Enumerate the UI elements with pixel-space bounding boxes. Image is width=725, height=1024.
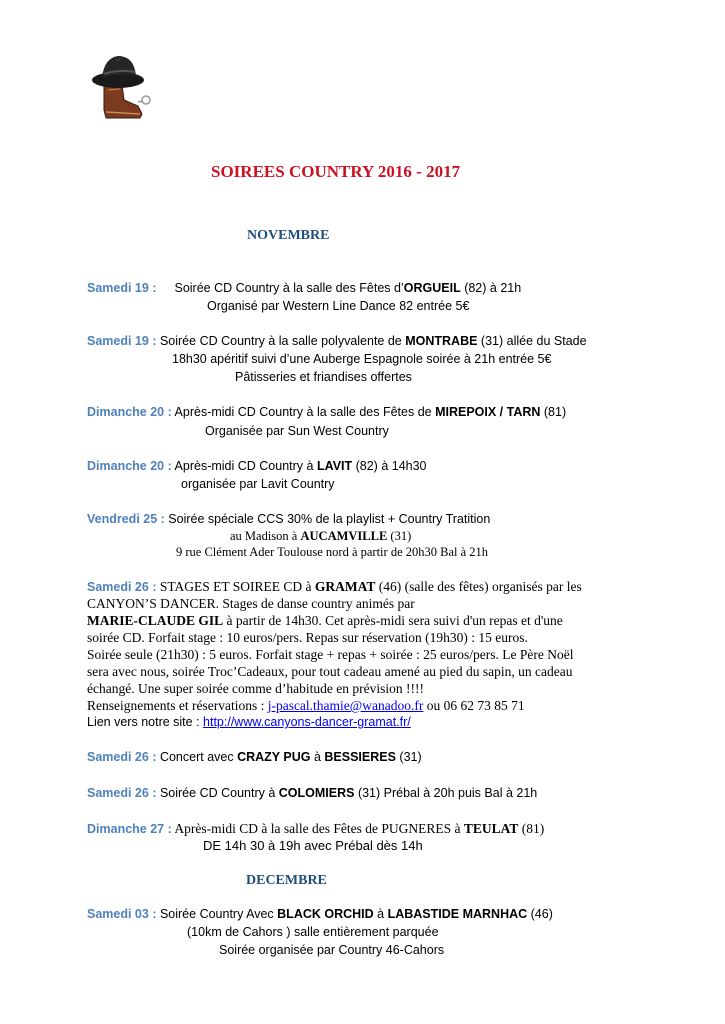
event-detail: DE 14h 30 à 19h avec Prébal dès 14h	[203, 838, 423, 853]
event-place: MIREPOIX / TARN	[435, 405, 541, 419]
month-heading-december: DECEMBRE	[246, 873, 327, 888]
event-place: TEULAT	[463, 821, 519, 836]
event-day: Dimanche 20 :	[87, 405, 172, 419]
event-detail: 18h30 apéritif suivi d’une Auberge Espagnole soirée à 21h entrée 5€	[172, 352, 552, 366]
event-place: CRAZY PUG	[237, 750, 311, 764]
event-day: Samedi 19 :	[87, 281, 157, 295]
event-day: Samedi 26 :	[87, 786, 157, 800]
event-line: Dimanche 27 : Après-midi CD à la salle des Fêtes de PUGNERES à TEULAT (81)	[87, 821, 545, 836]
event-line: Samedi 26 : STAGES ET SOIREE CD à GRAMAT (46) (salle des fêtes) organisés par les	[87, 579, 582, 594]
event-place: LAVIT	[316, 459, 353, 473]
event-place: LABASTIDE MARNHAC	[387, 907, 528, 921]
event-line: Samedi 03 : Soirée Country Avec BLACK ORCHID à LABASTIDE MARNHAC (46)	[87, 907, 553, 921]
event-detail: Soirée organisée par Country 46-Cahors	[219, 943, 445, 957]
event-detail: 9 rue Clément Ader Toulouse nord à partir de 20h30 Bal à 21h	[176, 545, 489, 559]
event-place: COLOMIERS	[278, 786, 355, 800]
event-place: MONTRABE	[405, 334, 478, 348]
event-line: Vendredi 25 : Soirée spéciale CCS 30% de la playlist + Country Tratition	[87, 512, 491, 526]
event-detail: Soirée seule (21h30) : 5 euros. Forfait stage + repas + soirée : 25 euros/pers. Le Père Noël	[87, 647, 574, 662]
event-detail: sera avec nous, soirée Troc’Cadeaux, pour tout cadeau amené au pied du sapin, un cadeau	[87, 664, 573, 679]
event-day: Vendredi 25 :	[87, 512, 165, 526]
event-day: Samedi 26 :	[87, 580, 157, 594]
event-line: Samedi 26 : Soirée CD Country à COLOMIERS (31) Prébal à 20h puis Bal à 21h	[87, 786, 538, 800]
event-detail: organisée par Lavit Country	[181, 477, 335, 491]
event-place: ORGUEIL	[403, 281, 461, 295]
event-line: Samedi 19 : Soirée CD Country à la salle des Fêtes d’ORGUEIL (82) à 21h	[87, 281, 522, 295]
event-line: Dimanche 20 : Après-midi CD Country à LAVIT (82) à 14h30	[87, 459, 427, 473]
event-place: AUCAMVILLE	[300, 529, 388, 543]
cowboy-hat-boot-icon	[86, 50, 158, 124]
email-link[interactable]: j-pascal.thamie@wanadoo.fr	[267, 698, 424, 713]
event-detail: CANYON’S DANCER. Stages de danse country animés par	[87, 596, 415, 611]
event-line: Samedi 26 : Concert avec CRAZY PUG à BESSIERES (31)	[87, 750, 422, 764]
event-day: Samedi 26 :	[87, 750, 157, 764]
event-guest: MARIE-CLAUDE GIL	[87, 613, 224, 628]
event-detail: échangé. Une super soirée comme d’habitude en prévision !!!!	[87, 681, 424, 696]
event-day: Samedi 19 :	[87, 334, 157, 348]
event-detail: au Madison à AUCAMVILLE (31)	[230, 529, 412, 543]
event-detail: (10km de Cahors ) salle entièrement parquée	[187, 925, 439, 939]
event-detail: Pâtisseries et friandises offertes	[235, 370, 412, 384]
event-detail: Renseignements et réservations : j-pascal.thamie@wanadoo.fr ou 06 62 73 85 71	[87, 698, 525, 713]
website-link[interactable]: http://www.canyons-dancer-gramat.fr/	[203, 715, 411, 729]
event-place: GRAMAT	[314, 579, 376, 594]
event-place: BLACK ORCHID	[277, 907, 374, 921]
event-detail: soirée CD. Forfait stage : 10 euros/pers. Repas sur réservation (19h30) : 15 euros.	[87, 630, 528, 645]
event-day: Samedi 03 :	[87, 907, 157, 921]
event-detail: Organisé par Western Line Dance 82 entrée 5€	[207, 299, 470, 313]
event-detail: Organisée par Sun West Country	[205, 424, 389, 438]
event-detail: Lien vers notre site : http://www.canyons-dancer-gramat.fr/	[87, 715, 411, 729]
page-title: SOIREES COUNTRY 2016 - 2017	[211, 162, 461, 181]
event-place: BESSIERES	[324, 750, 396, 764]
event-line: Dimanche 20 : Après-midi CD Country à la salle des Fêtes de MIREPOIX / TARN (81)	[87, 405, 567, 419]
event-detail: MARIE-CLAUDE GIL à partir de 14h30. Cet après-midi sera suivi d'un repas et d'une	[87, 613, 563, 628]
event-day: Dimanche 27 :	[87, 822, 172, 836]
event-line: Samedi 19 : Soirée CD Country à la salle polyvalente de MONTRABE (31) allée du Stade	[87, 334, 587, 348]
event-day: Dimanche 20 :	[87, 459, 172, 473]
month-heading-november: NOVEMBRE	[247, 228, 330, 243]
